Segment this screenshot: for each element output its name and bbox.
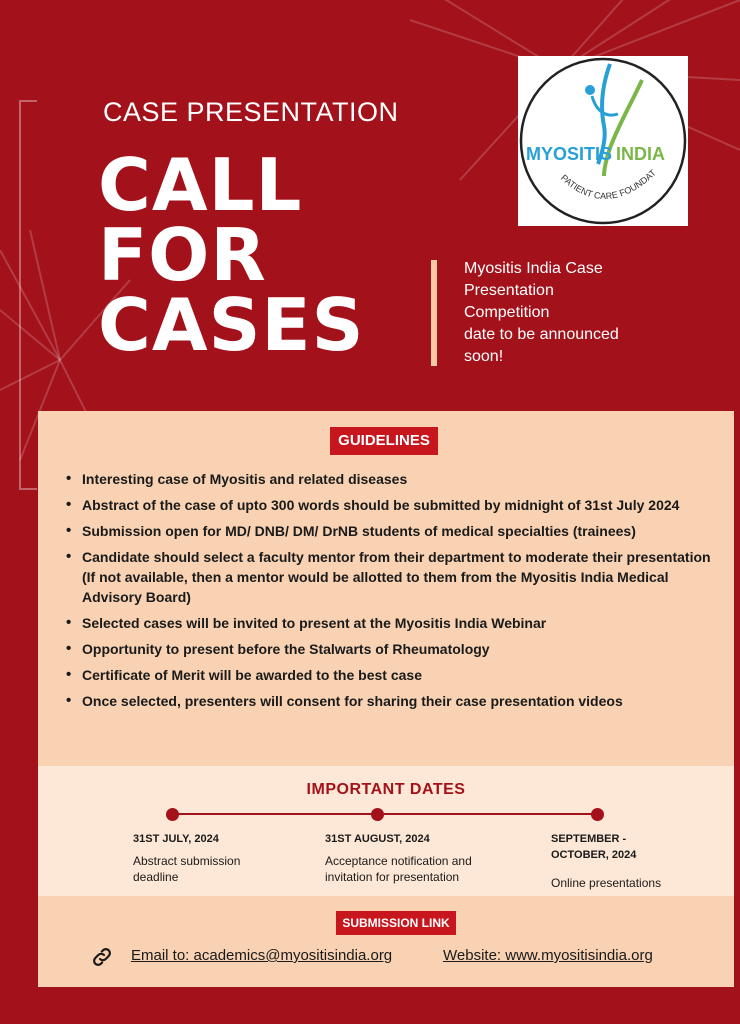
date-item-2 (325, 831, 495, 885)
content-panel (38, 411, 734, 987)
headline (98, 143, 365, 367)
timeline-dot (166, 808, 179, 821)
submission-link-heading: SUBMISSION LINK (336, 911, 456, 935)
logo-graphic (518, 56, 688, 226)
guideline-item: • Opportunity to present before the Stalwarts of Rheumatology (66, 639, 716, 659)
timeline-dot (371, 808, 384, 821)
website-link[interactable]: Website: www.myositisindia.org (443, 947, 653, 964)
intro-line-1: Myositis India Case (464, 260, 603, 277)
intro-line-4: date to be announced (464, 326, 619, 343)
intro-line-3: Competition (464, 304, 550, 321)
guideline-item: • Abstract of the case of upto 300 words should be submitted by midnight of 31st July 2024 (66, 495, 716, 515)
date-label: 31ST JULY, 2024 (133, 833, 219, 845)
date-label: SEPTEMBER - OCTOBER, 2024 (551, 833, 637, 861)
intro-divider (431, 260, 437, 366)
intro-text (464, 258, 704, 368)
headline-line-1: CALL (98, 143, 303, 227)
important-dates-heading: IMPORTANT DATES (306, 781, 466, 798)
guideline-item: • Candidate should select a faculty mentor from their department to moderate their presentation (If not available, then a mentor would be allotted to them from the Myositis India Medical Advisory Board) (66, 547, 716, 607)
date-description: Acceptance notification and invitation for presentation (325, 854, 472, 884)
timeline-dot (591, 808, 604, 821)
date-description: Online presentations (551, 876, 662, 890)
myositis-india-logo (518, 56, 688, 226)
eyebrow-title: CASE PRESENTATION (103, 97, 399, 127)
logo-text-right: INDIA (616, 144, 665, 164)
dates-timeline (38, 808, 734, 820)
headline-line-2: FOR (98, 213, 267, 297)
guideline-item: • Interesting case of Myositis and related diseases (66, 469, 716, 489)
guideline-item: • Once selected, presenters will consent for sharing their case presentation videos (66, 691, 716, 711)
intro-line-5: soon! (464, 348, 504, 365)
intro-line-2: Presentation (464, 282, 554, 299)
logo-text-left: MYOSITIS (526, 144, 613, 164)
date-label: 31ST AUGUST, 2024 (325, 833, 430, 845)
guideline-item: • Certificate of Merit will be awarded to the best case (66, 665, 716, 685)
date-item-3 (551, 831, 681, 891)
guidelines-list (66, 469, 716, 717)
logo-tagline-path: PATIENT CARE FOUNDAT (559, 167, 658, 202)
submission-links (38, 943, 734, 973)
date-description: Abstract submission deadline (133, 854, 241, 884)
guideline-item: • Selected cases will be invited to present at the Myositis India Webinar (66, 613, 716, 633)
link-icon (90, 945, 114, 969)
guidelines-heading: GUIDELINES (330, 427, 438, 455)
decorative-bracket (19, 100, 37, 490)
email-link[interactable]: Email to: academics@myositisindia.org (131, 947, 393, 964)
headline-line-3: CASES (98, 283, 365, 367)
guideline-item: • Submission open for MD/ DNB/ DM/ DrNB students of medical specialties (trainees) (66, 521, 716, 541)
date-item-1 (133, 831, 263, 885)
timeline-line (172, 813, 598, 815)
